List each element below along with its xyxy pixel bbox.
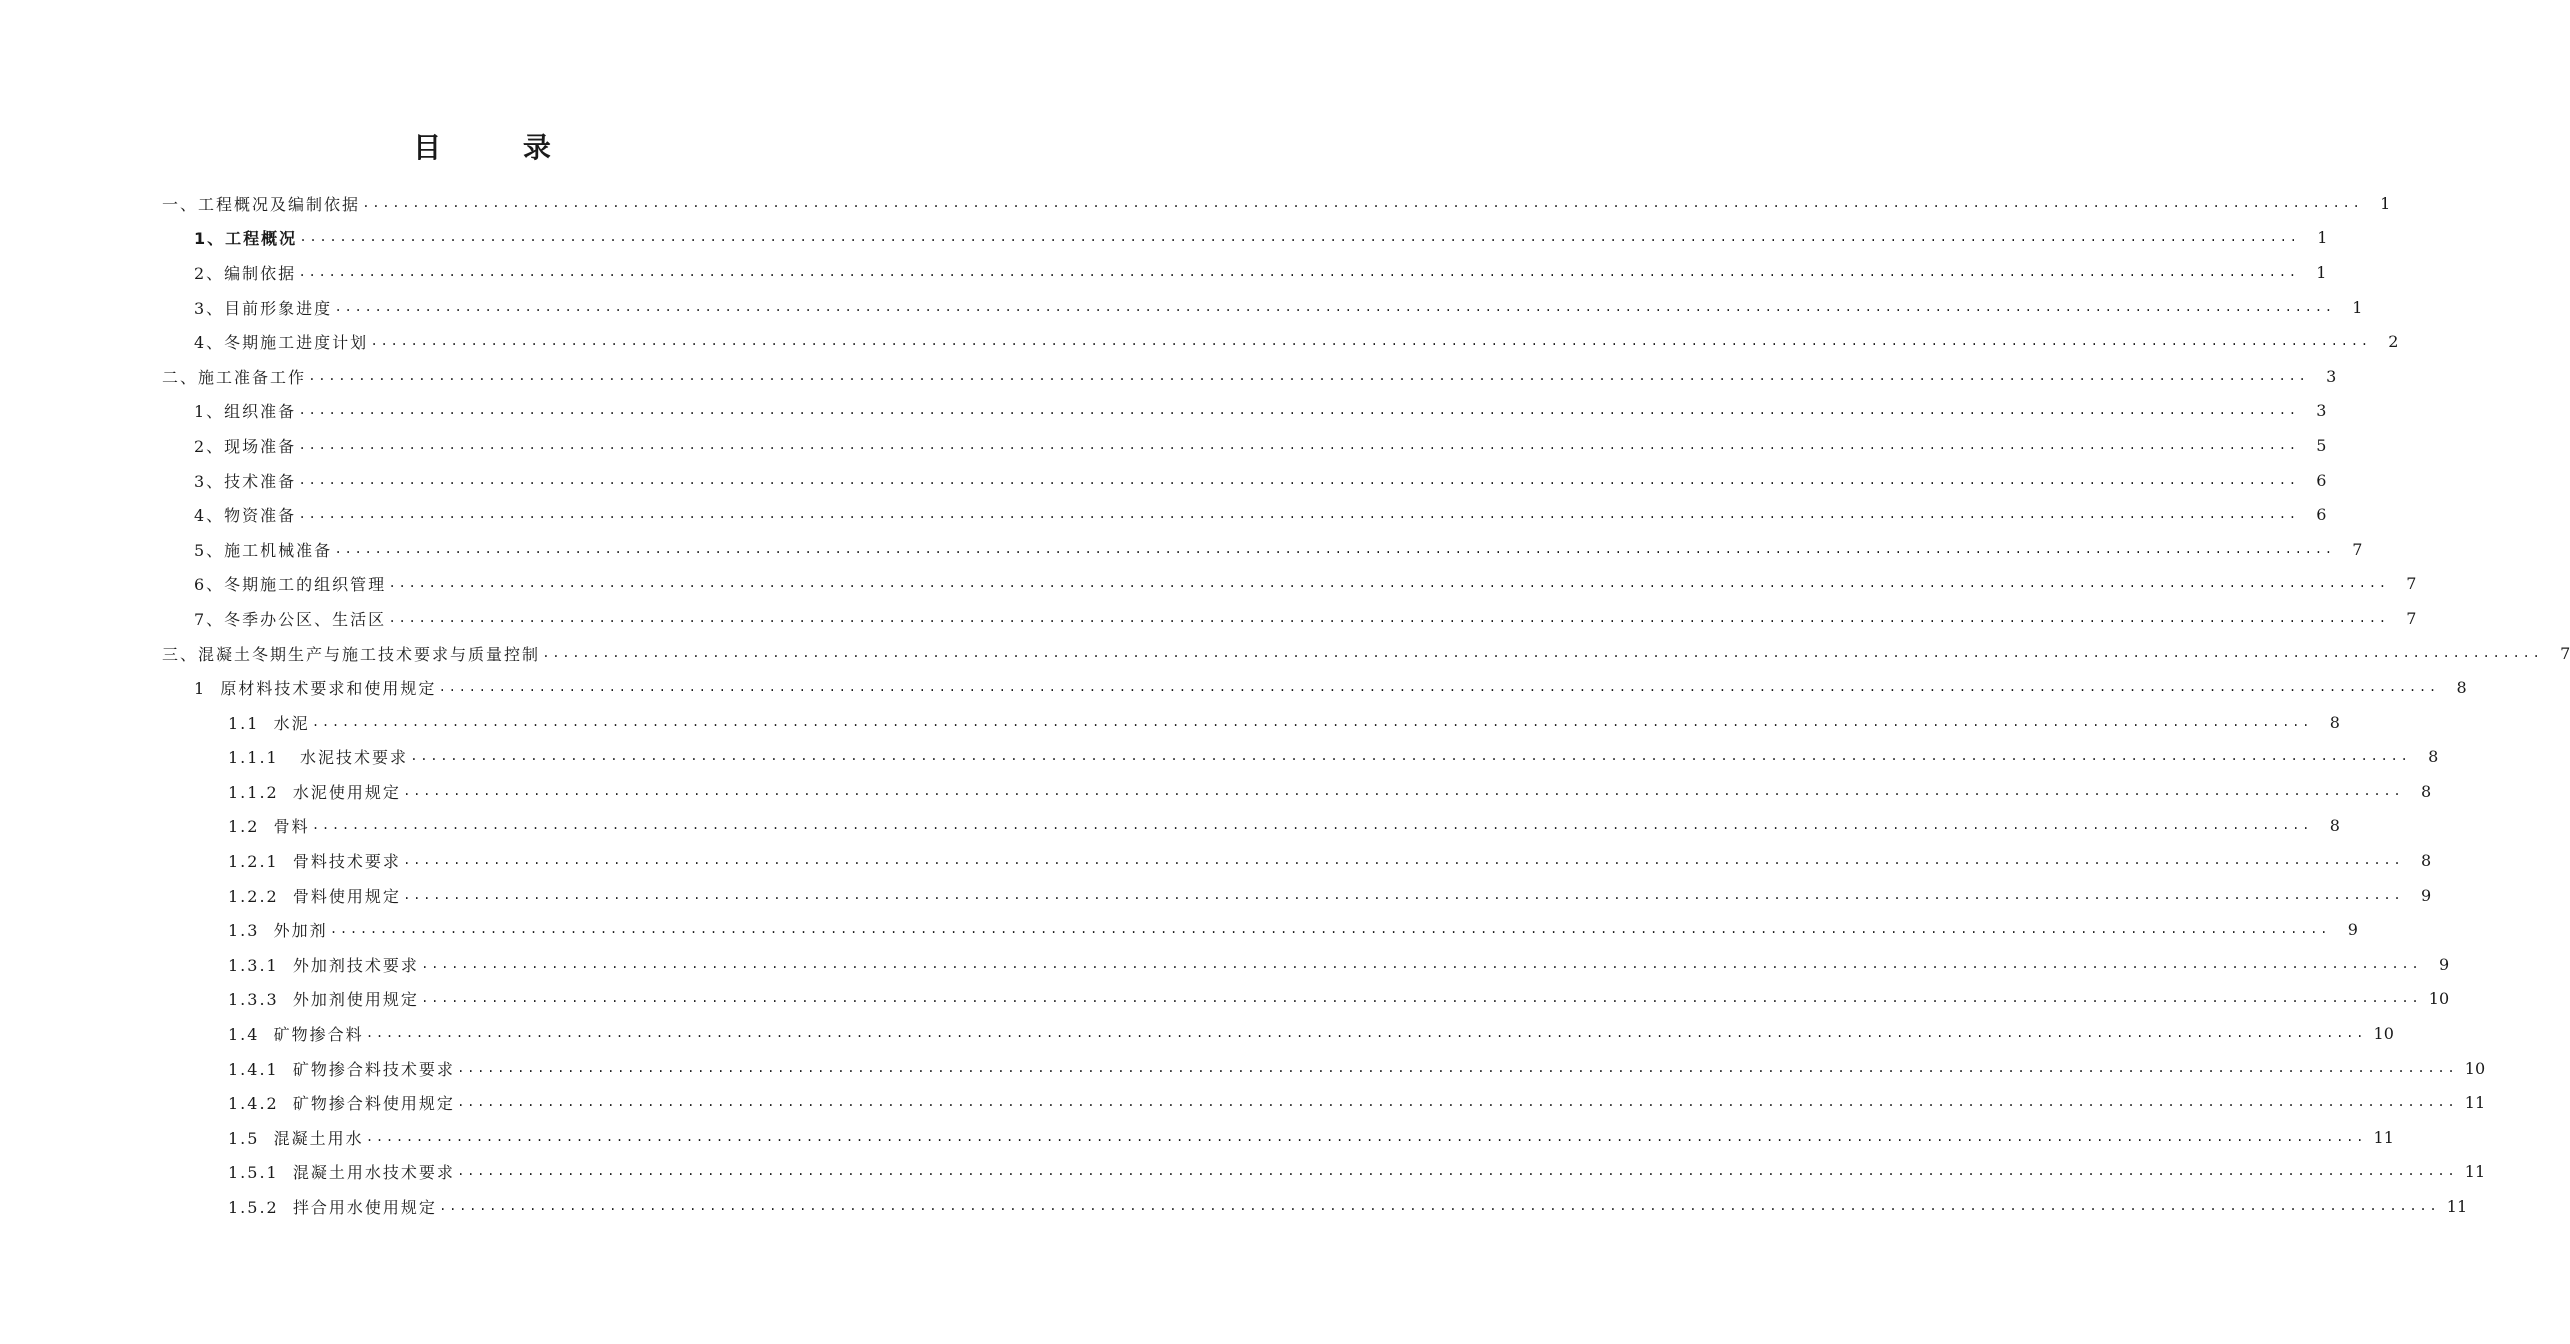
toc-page-number: 8 [2420, 781, 2432, 801]
toc-entry-title: 1.1.2 水泥使用规定 [228, 782, 401, 802]
toc-entry-title: 1.3.1 外加剂技术要求 [228, 955, 419, 975]
toc-page-number: 3 [2326, 366, 2337, 386]
toc-entry[interactable] [0, 428, 2327, 463]
dot-leader: ........................................................................................................................................................................................................ [365, 1026, 2366, 1042]
toc-page-number: 2 [2388, 332, 2399, 352]
toc-entry-title: 1.4.2 矿物掺合料使用规定 [228, 1094, 455, 1114]
toc-entry[interactable] [0, 221, 2328, 256]
toc-entry[interactable] [0, 1051, 2486, 1086]
dot-leader: ........................................................................................................................................................................................................ [402, 783, 2404, 799]
toc-entry-title: 2、现场准备 [194, 436, 297, 456]
toc-page-number: 8 [2329, 816, 2340, 836]
dot-leader: ........................................................................................................................................................................................................ [334, 541, 2335, 557]
toc-entry[interactable] [0, 774, 2432, 809]
dot-leader: ........................................................................................................................................................................................................ [409, 749, 2411, 765]
toc-entry-title: 1、工程概况 [194, 229, 298, 249]
toc-entry[interactable] [0, 1189, 2468, 1224]
toc-page-number: 8 [2456, 678, 2467, 698]
toc-entry[interactable] [0, 324, 2399, 359]
toc-page-number: 3 [2316, 401, 2327, 421]
toc-title: 目 录 [413, 131, 587, 164]
dot-leader: ........................................................................................................................................................................................................ [438, 1199, 2440, 1215]
toc-page-number: 11 [2464, 1162, 2486, 1182]
toc-entry[interactable] [0, 567, 2417, 602]
toc-entry[interactable] [0, 1085, 2486, 1120]
toc-entry-title: 1.3 外加剂 [228, 921, 328, 941]
toc-page-number: 1 [2316, 262, 2327, 282]
dot-leader: ........................................................................................................................................................................................................ [298, 264, 2299, 280]
toc-entry[interactable] [0, 290, 2363, 325]
dot-leader: ........................................................................................................................................................................................................ [365, 1129, 2366, 1145]
dot-leader: ........................................................................................................................................................................................................ [370, 334, 2371, 350]
toc-entry-title: 4、物资准备 [194, 506, 297, 526]
dot-leader: ........................................................................................................................................................................................................ [311, 818, 2312, 834]
toc-entry[interactable] [0, 670, 2467, 705]
toc-page-number: 8 [2329, 712, 2340, 732]
toc-entry[interactable] [0, 497, 2327, 532]
toc-page-number: 6 [2316, 505, 2327, 525]
toc-page-number: 7 [2406, 574, 2417, 594]
toc-entry-title: 1.5.2 拌合用水使用规定 [228, 1198, 437, 1218]
dot-leader: ........................................................................................................................................................................................................ [298, 472, 2299, 488]
dot-leader: ........................................................................................................................................................................................................ [402, 887, 2404, 903]
toc-entry-title: 1.1.1 水泥技术要求 [228, 748, 408, 768]
toc-entry[interactable] [0, 912, 2358, 947]
toc-page-number: 8 [2420, 851, 2432, 871]
toc-entry-title: 1.5 混凝土用水 [228, 1128, 364, 1148]
toc-entry-title: 1.1 水泥 [228, 713, 310, 733]
toc-entry[interactable] [0, 359, 2337, 394]
dot-leader: ........................................................................................................................................................................................................ [402, 853, 2404, 869]
toc-page-number: 7 [2560, 643, 2570, 663]
toc-entry-title: 1.3.3 外加剂使用规定 [228, 990, 419, 1010]
toc-entry[interactable] [0, 636, 2570, 671]
dot-leader: ........................................................................................................................................................................................................ [334, 299, 2335, 315]
dot-leader: ........................................................................................................................................................................................................ [456, 1060, 2458, 1076]
toc-page-number: 6 [2316, 470, 2327, 490]
toc-entry[interactable] [0, 705, 2340, 740]
dot-leader: ........................................................................................................................................................................................................ [456, 1164, 2458, 1180]
toc-entry-title: 6、冬期施工的组织管理 [194, 575, 387, 595]
toc-entry-title: 三、混凝土冬期生产与施工技术要求与质量控制 [162, 644, 541, 664]
toc-entry-title: 1.4.1 矿物掺合料技术要求 [228, 1059, 455, 1079]
toc-page-number: 9 [2420, 885, 2432, 905]
toc-entry[interactable] [0, 982, 2450, 1017]
toc-entry[interactable] [0, 601, 2417, 636]
dot-leader: ........................................................................................................................................................................................................ [438, 680, 2439, 696]
toc-page-number: 11 [2373, 1127, 2394, 1147]
toc-page-number: 7 [2352, 539, 2363, 559]
toc-entry[interactable] [0, 947, 2450, 982]
toc-entry-title: 2、编制依据 [194, 263, 297, 283]
toc-entry-title: 1.2.2 骨料使用规定 [228, 886, 401, 906]
toc-entry-title: 1.2.1 骨料技术要求 [228, 852, 401, 872]
toc-page-number: 1 [2317, 228, 2328, 248]
toc-entry-title: 5、施工机械准备 [194, 540, 333, 560]
dot-leader: ........................................................................................................................................................................................................ [420, 991, 2422, 1007]
toc-entry[interactable] [0, 1016, 2394, 1051]
toc-entry[interactable] [0, 843, 2432, 878]
toc-entry-title: 1.5.1 混凝土用水技术要求 [228, 1163, 455, 1183]
toc-entry[interactable] [0, 1155, 2486, 1190]
dot-leader: ........................................................................................................................................................................................................ [329, 922, 2330, 938]
toc-page-number: 9 [2438, 954, 2450, 974]
dot-leader: ........................................................................................................................................................................................................ [362, 195, 2363, 211]
toc-page-number: 1 [2352, 297, 2363, 317]
dot-leader: ........................................................................................................................................................................................................ [308, 368, 2309, 384]
toc-page-number: 10 [2464, 1058, 2486, 1078]
toc-entry-title: 7、冬季办公区、生活区 [194, 609, 387, 629]
dot-leader: ........................................................................................................................................................................................................ [542, 645, 2543, 661]
toc-entry[interactable] [0, 740, 2439, 775]
toc-page-number: 5 [2316, 435, 2327, 455]
toc-entry[interactable] [0, 186, 2391, 221]
dot-leader: ........................................................................................................................................................................................................ [298, 437, 2299, 453]
toc-entry[interactable] [0, 394, 2327, 429]
toc-entry-title: 1.2 骨料 [228, 817, 310, 837]
toc-entry-title: 1 原材料技术要求和使用规定 [194, 679, 437, 699]
dot-leader: ........................................................................................................................................................................................................ [388, 610, 2389, 626]
dot-leader: ........................................................................................................................................................................................................ [311, 714, 2312, 730]
toc-page-number: 9 [2347, 920, 2358, 940]
toc-page-number: 11 [2464, 1093, 2486, 1113]
toc-entry[interactable] [0, 809, 2340, 844]
dot-leader: ........................................................................................................................................................................................................ [299, 230, 2300, 246]
toc-entry[interactable] [0, 878, 2432, 913]
dot-leader: ........................................................................................................................................................................................................ [420, 956, 2422, 972]
toc-entry-title: 二、施工准备工作 [162, 367, 307, 387]
toc-entry-title: 3、目前形象进度 [194, 298, 333, 318]
toc-page-number: 10 [2373, 1024, 2394, 1044]
dot-leader: ........................................................................................................................................................................................................ [298, 507, 2299, 523]
toc-page-number: 7 [2406, 608, 2417, 628]
toc-entry-title: 4、冬期施工进度计划 [194, 333, 369, 353]
dot-leader: ........................................................................................................................................................................................................ [456, 1095, 2458, 1111]
toc-entry-title: 3、技术准备 [194, 471, 297, 491]
table-of-contents [0, 186, 2570, 1224]
toc-entry[interactable] [0, 532, 2363, 567]
toc-entry[interactable] [0, 255, 2327, 290]
toc-page-number: 11 [2446, 1197, 2468, 1217]
toc-page-number: 8 [2428, 747, 2439, 767]
toc-entry-title: 一、工程概况及编制依据 [162, 194, 361, 214]
toc-entry-title: 1.4 矿物掺合料 [228, 1025, 364, 1045]
toc-page-number: 1 [2380, 193, 2391, 213]
toc-entry-title: 1、组织准备 [194, 402, 297, 422]
toc-entry[interactable] [0, 463, 2327, 498]
dot-leader: ........................................................................................................................................................................................................ [388, 576, 2389, 592]
toc-entry[interactable] [0, 1120, 2394, 1155]
toc-page-number: 10 [2428, 989, 2450, 1009]
dot-leader: ........................................................................................................................................................................................................ [298, 403, 2299, 419]
